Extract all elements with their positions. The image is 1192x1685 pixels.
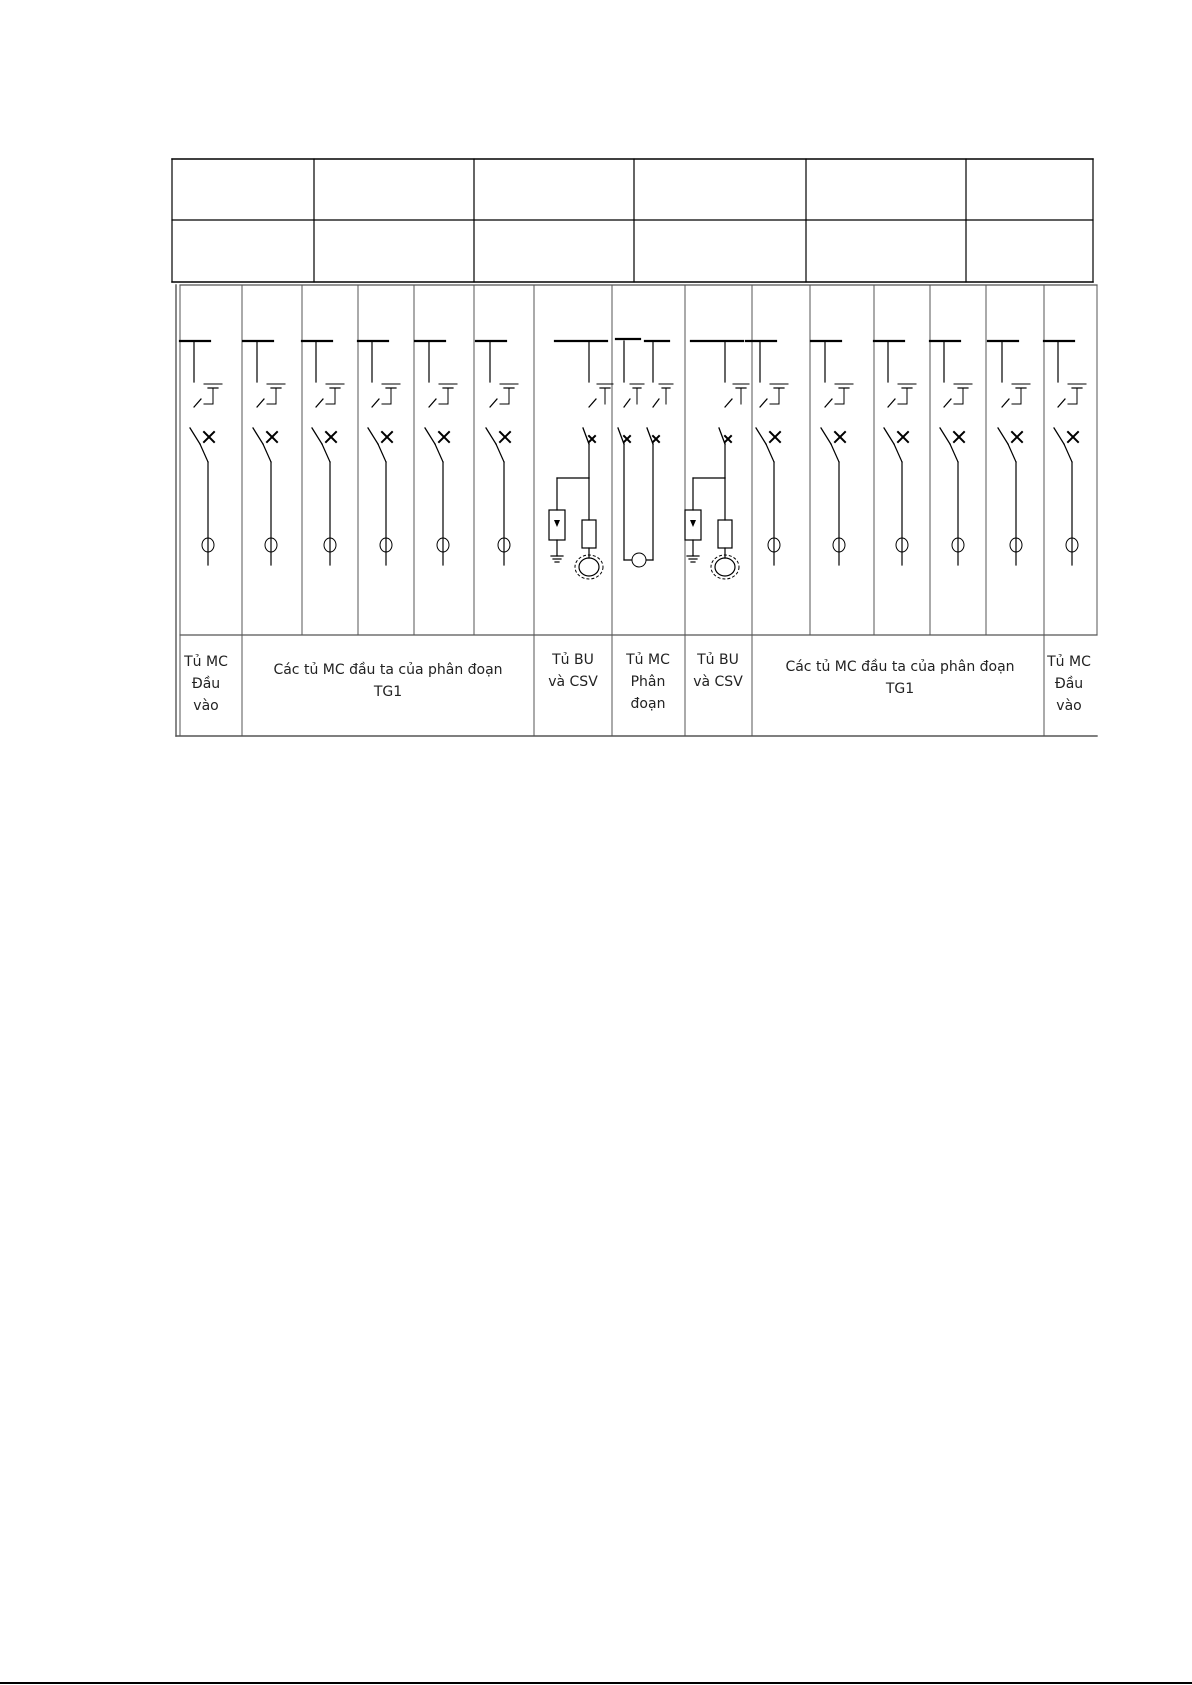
feeder-panel <box>811 341 853 565</box>
feeder-panel <box>302 341 344 565</box>
breaker-blade-icon <box>831 444 839 462</box>
voltage-transformer-icon <box>579 558 599 576</box>
disconnector-icon <box>257 399 264 407</box>
disconnector-icon <box>624 399 630 407</box>
panel-label: Tủ MC <box>184 654 228 670</box>
panel-label: vào <box>193 698 219 714</box>
disconnector-icon <box>760 399 767 407</box>
disconnector-icon <box>316 399 323 407</box>
disconnector-icon <box>372 399 379 407</box>
breaker-blade-icon <box>940 428 950 444</box>
voltage-transformer-icon <box>715 558 735 576</box>
disconnector-icon <box>429 399 436 407</box>
fuse-icon <box>718 520 732 548</box>
panel-label: Tủ BU <box>697 652 739 668</box>
breaker-blade-icon <box>821 428 831 444</box>
breaker-blade-icon <box>496 444 504 462</box>
breaker-blade-icon <box>1008 444 1016 462</box>
feeder-panel <box>180 341 222 565</box>
breaker-blade-icon <box>312 428 322 444</box>
panel-label: Tủ MC <box>626 652 670 668</box>
feeder-panel <box>358 341 400 565</box>
fuse-icon <box>582 520 596 548</box>
breaker-blade-icon <box>253 428 263 444</box>
feeder-panel <box>988 341 1030 565</box>
breaker-blade-icon <box>884 428 894 444</box>
panel-label: Đầu <box>1054 676 1084 692</box>
disconnector-icon <box>490 399 497 407</box>
panel-label: TG1 <box>373 684 403 700</box>
current-transformer-icon <box>632 553 646 567</box>
bu-panel <box>685 341 749 579</box>
breaker-blade-icon <box>950 444 958 462</box>
feeder-panel <box>874 341 916 565</box>
feeder-panel <box>476 341 518 565</box>
disconnector-icon <box>194 399 201 407</box>
disconnector-icon <box>825 399 832 407</box>
disconnector-icon <box>888 399 895 407</box>
breaker-blade-icon <box>263 444 271 462</box>
page-bottom-rule <box>0 1682 1192 1684</box>
breaker-blade-icon <box>435 444 443 462</box>
disconnector-icon <box>589 399 596 407</box>
breaker-blade-icon <box>190 428 200 444</box>
panel-label: Phân <box>630 674 666 690</box>
surge-arrester-icon <box>690 520 696 527</box>
panel-label: Đầu <box>191 676 221 692</box>
breaker-blade-icon <box>756 428 766 444</box>
disconnector-icon <box>725 399 732 407</box>
breaker-blade-icon <box>894 444 902 462</box>
feeder-panel <box>1044 341 1086 565</box>
breaker-blade-icon <box>766 444 774 462</box>
panel-label: Các tủ MC đầu ta của phân đoạn <box>785 659 1015 675</box>
feeder-panel <box>415 341 457 565</box>
panel-label: và CSV <box>548 674 598 690</box>
feeder-panel <box>243 341 285 565</box>
breaker-blade-icon <box>998 428 1008 444</box>
breaker-blade-icon <box>378 444 386 462</box>
disconnector-icon <box>1058 399 1065 407</box>
breaker-blade-icon <box>368 428 378 444</box>
disconnector-icon <box>944 399 951 407</box>
feeder-panel <box>930 341 972 565</box>
panel-label: vào <box>1056 698 1082 714</box>
breaker-blade-icon <box>1064 444 1072 462</box>
bu-panel <box>549 341 613 579</box>
breaker-blade-icon <box>425 428 435 444</box>
surge-arrester-icon <box>554 520 560 527</box>
disconnector-icon <box>653 399 659 407</box>
breaker-blade-icon <box>200 444 208 462</box>
panel-label: TG1 <box>885 681 915 697</box>
panel-label: Các tủ MC đầu ta của phân đoạn <box>273 662 503 678</box>
panel-label: Tủ BU <box>552 652 594 668</box>
breaker-blade-icon <box>1054 428 1064 444</box>
breaker-blade-icon <box>322 444 330 462</box>
panel-label: và CSV <box>693 674 743 690</box>
panel-label: Tủ MC <box>1047 654 1091 670</box>
coupler-panel <box>616 339 673 567</box>
breaker-blade-icon <box>486 428 496 444</box>
panel-label: đoạn <box>630 696 666 712</box>
disconnector-icon <box>1002 399 1009 407</box>
header-table <box>172 159 1093 282</box>
panel-labels <box>183 652 1091 714</box>
